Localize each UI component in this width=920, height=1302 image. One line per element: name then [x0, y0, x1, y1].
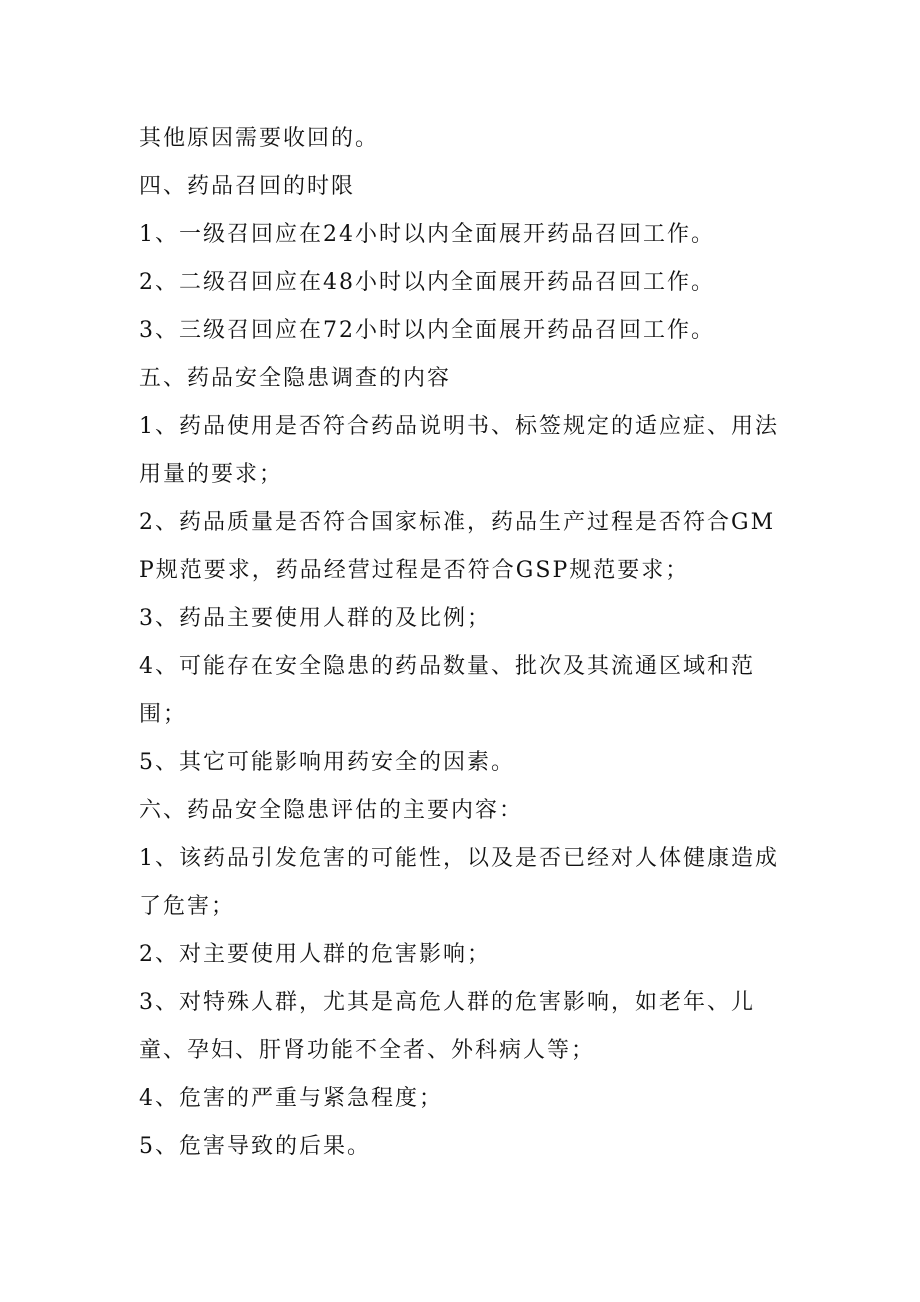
heading-safety-investigation: 五、药品安全隐患调查的内容 [139, 366, 452, 391]
heading-recall-time-limit: 四、药品召回的时限 [139, 174, 356, 199]
paragraph-assessment-1: 1、该药品引发危害的可能性，以及是否已经对人体健康造成了危害； [139, 846, 779, 919]
paragraph-assessment-2: 2、对主要使用人群的危害影响； [139, 942, 491, 967]
paragraph-investigation-5: 5、其它可能影响用药安全的因素。 [139, 750, 515, 775]
document-page [139, 115, 789, 1171]
paragraph-investigation-2: 2、药品质量是否符合国家标准，药品生产过程是否符合GMP规范要求，药品经营过程是否符合GSP规范要求； [139, 510, 776, 583]
heading-safety-assessment: 六、药品安全隐患评估的主要内容： [139, 798, 524, 823]
paragraph-assessment-3: 3、对特殊人群，尤其是高危人群的危害影响，如老年、儿童、孕妇、肝肾功能不全者、外科病人等； [139, 990, 755, 1063]
paragraph-level3-recall: 3、三级召回应在72小时以内全面展开药品召回工作。 [139, 318, 715, 343]
paragraph-assessment-5: 5、危害导致的后果。 [139, 1134, 371, 1159]
paragraph-investigation-3: 3、药品主要使用人群的及比例； [139, 606, 491, 631]
paragraph-investigation-1: 1、药品使用是否符合药品说明书、标签规定的适应症、用法用量的要求； [139, 414, 779, 487]
paragraph-assessment-4: 4、危害的严重与紧急程度； [139, 1086, 443, 1111]
paragraph-level2-recall: 2、二级召回应在48小时以内全面展开药品召回工作。 [139, 270, 715, 295]
paragraph-intro-end: 其他原因需要收回的。 [139, 126, 380, 151]
paragraph-level1-recall: 1、一级召回应在24小时以内全面展开药品召回工作。 [139, 222, 715, 247]
paragraph-investigation-4: 4、可能存在安全隐患的药品数量、批次及其流通区域和范围； [139, 654, 755, 727]
